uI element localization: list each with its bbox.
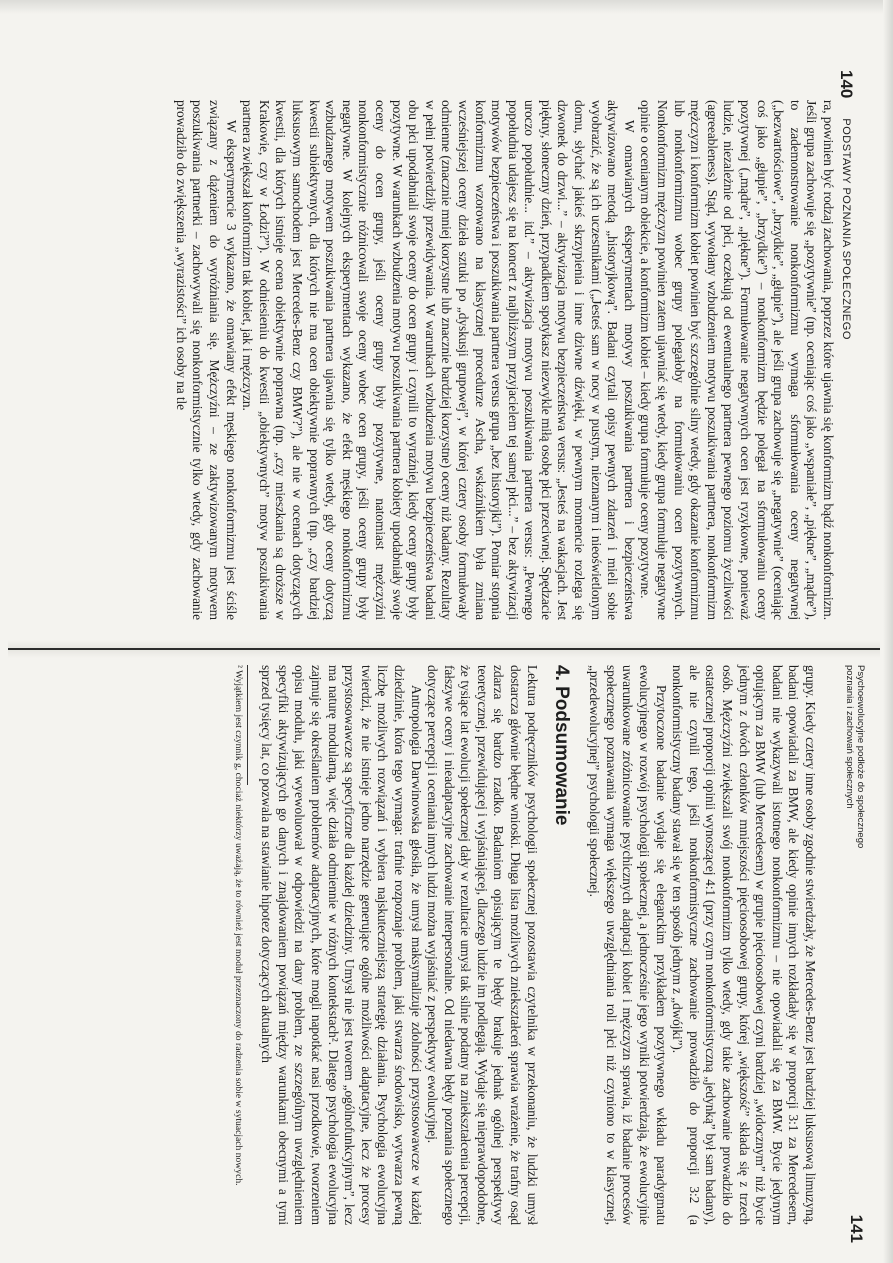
footnote-rule	[247, 665, 248, 785]
footnote: ² Wyjątkiem jest czynnik g, chociaż niektórzy uważają, że to również jest moduł przeznaczony do radzenia sobie w sytuacjach nowych.	[232, 665, 244, 1186]
section-heading: 4. Podsumowanie	[550, 665, 572, 826]
paragraph: Lektura podręczników psychologii społecznej pozostawia czytelnika w przekonaniu, że ludzki umysł dostarcza głównie błędne wnioski. Długa lista możliwych zniekształceń sprawia wrażenie, że trafny osąd zdarza się bardzo rzadko. Badaniom opisującym te błędy brakuje jednak ogólnej perspektywy teoretycznej, przewidującej i wyjaśniającej, dlaczego ludzie im podlegają. Wydaje się nieprawdopodobne, że tysiące lat ewolucji społecznej dały w rezultacie umysł tak silnie podatny na zniekształcenia percepcji, fałszywe oceny i nieadaptacyjne zachowanie interpersonalne. Od niedawna błędy poznania społecznego dotyczące percepcji i oceniania innych ludzi można wyjaśniać z perspektywy ewolucyjnej.	[425, 665, 540, 1225]
paragraph: grupy. Kiedy cztery inne osoby zgodnie stwierdzały, że Mercedes-Benz jest bardziej luksusową limuzyną, badani opowiadali za BMW, ale kiedy opinie innych rozkładały się w proporcji 3:1 za Mercedesem, badani nie wykazywali istotnego nonkonformizmu – nie opowiadali się za BMW. Bycie jedynym optującym za BMW (lub Mercedesem) w grupie pięcioosobowej czyni bardziej „widocznym” niż bycie jednym z dwóch członków mniejszości pięcioosobowej grupy, której „większość” składa się z trzech osób. Mężczyźni zwiększali swój nonkonformizm tylko wtedy, gdy takie zachowanie prowadziło do ostatecznej proporcji opinii wynoszącej 4:1 (przy czym nonkonformistyczną „jedynką” był sam badany), ale nie czynili tego, jeśli nonkonformistyczne zachowanie prowadziło do proporcji 3:2 (a nonkonformistyczny badany stawał się w ten sposób jednym z „dwójki”).	[670, 665, 818, 1225]
right-page-body	[232, 665, 818, 1225]
running-head: PODSTAWY POZNANIA SPOŁECZNEGO	[840, 118, 852, 340]
page-divider	[8, 648, 880, 650]
page-number: 141	[847, 1214, 866, 1243]
running-head-line: Psychoewolucyjne podłoże do społecznego	[855, 665, 866, 849]
paragraph: W omawianych eksperymentach motywy poszukiwania partnera i bezpieczeństwa aktywizowano metodą „historyjkową”. Badani czytali opisy pewnych zdarzeń i mieli sobie wyobrazić, że są ich uczestnikami („Jesteś sam w nocy w pustym, nieznanym i nieoświetlonym domu, słychać jakieś skrzypienia i inne dziwne dźwięki, w pewnym momencie rozlega się dzwonek do drzwi...” – aktywizacja motywu bezpieczeństwa versus: „Jesteś na wakacjach. Jest piękny, słoneczny dzień, przypadkiem spotykasz niezwykle miłą osobę płci przeciwnej. Spędzacie uroczo popołudnie... itd.” – aktywizacja motywu poszukiwania partnera versus: „Pewnego popołudnia udajesz się na koncert z najbliższym przyjacielem tej samej płci...” – bez aktywizacji motywów bezpieczeństwa i poszukiwania partnera versus grupa „bez historyjki”). Pomiar stopnia konformizmu wzorowano na klasycznej procedurze Ascha, wskaźnikiem była zmiana wcześniejszej oceny dzieła sztuki po „dyskusji grupowej”, w której cztery osoby formułowały odmienne (znacznie mniej korzystne lub znacznie bardziej korzystne) oceny niż badany. Rezultaty w pełni potwierdziły przewidywania. W warunkach wzbudzenia motywu bezpieczeństwa badani obu płci upodabniali swoje oceny do ocen grupy i czynili to wyraźniej, kiedy oceny grupy były pozytywne. W warunkach wzbudzenia motywu poszukiwania partnera kobiety upodabniały swoje oceny do ocen grupy, jeśli oceny grupy były pozytywne, natomiast mężczyźni nonkonformistycznie różnicowali swoje oceny wobec ocen grupy, jeśli oceny grupy były negatywne. W kolejnych eksperymentach wykazano, że efekt męskiego nonkonformizmu wzbudzanego motywem poszukiwania partnera ujawnia się tylko wtedy, gdy oceny dotyczą kwestii subiektywnych, dla których nie ma ocen obiektywnie poprawnych (np. „czy bardziej luksusowym samochodem jest Mercedes-Benz czy BMW?”), ale nie w ocenach dotyczących kwestii, dla których istnieje ocena obiektywnie poprawna (np. „czy mieszkania są droższe w Krakowie, czy w Łodzi?”). W odniesieniu do kwestii „obiektywnych” motyw poszukiwania partnera zwiększał konformizm tak kobiet, jak i mężczyzn.	[240, 100, 637, 620]
right-page-header	[844, 665, 866, 1243]
paragraph: W eksperymencie 3 wykazano, że omawiany efekt męskiego nonkonformizmu jest ściśle związany z dążeniem do wyróżniania się. Mężczyźni – ze zaktywizowanym motywem poszukiwania partnerki – zachowywali się nonkonformistycznie tylko wtedy, gdy zachowanie prowadziło do zwiększenia „wyrazistości” ich osoby na tle	[173, 100, 239, 620]
running-head-line: poznania i zachowań społecznych	[844, 665, 855, 809]
right-page	[0, 655, 893, 1263]
paragraph: Przytoczone badanie wydaje się eleganckim przykładem pozytywnego wkładu paradygmatu ewolucyjnego w rozwój psychologii społecznej, a jednocześnie jego wyniki potwierdzają, że ewolucyjnie uwarunkowane zróżnicowanie psychicznych adaptacji kobiet i mężczyzn sprawia, iż badanie procesów społecznego poznawania wymaga większego uwzględniania roli płci niż czyniono to w klasycznej, „przedewolucyjnej” psychologii społecznej.	[587, 665, 669, 1225]
paragraph: Antropologia Darwinowska głosiła, że umysł maksymalizuje zdolności przystosowawcze w każdej dziedzinie, która tego wymaga: trafnie rozpoznaje problem, jaki stwarza środowisko, wytwarza pewną liczbę możliwych rozwiązań i wybiera najskuteczniejszą strategię działania. Psychologia ewolucyjna twierdzi, że nie istnieje jedno narzędzie generujące ogólne możliwości adaptacyjne, lecz że procesy przystosowawcze są specyficzne dla każdej dziedziny. Umysł nie jest tworem „ogólnofunkcyjnym”, lecz ma naturę modularną, więc działa odmiennie w różnych kontekstach². Dlatego psychologia ewolucyjna zajmuje się określaniem problemów adaptacyjnych, które mogli napotkać nasi przodkowie, tworzeniem opisu modułu, jaki wyewoluował w odpowiedzi na dany problem, ze szczególnym uwzględnieniem specyfiki aktywizujących go danych i znajdowaniem powiązań między warunkami obecnymi a tymi sprzed tysięcy lat, co pozwala na stawianie hipotez dotyczących aktualnych	[259, 665, 424, 1225]
running-head	[844, 665, 866, 1105]
page-number: 140	[837, 70, 856, 99]
left-page-body	[172, 100, 836, 620]
left-page-header	[836, 70, 856, 650]
paragraph: ra, powinien być rodzaj zachowania, poprzez które ujawnia się konformizm bądź nonkonformizm. Jeśli grupa zachowuje się „pozytywnie” (np. oceniając coś jako „wspaniałe”, „piękne”, „mądre”), to zademonstrowanie nonkonformizmu wymaga sformułowania oceny negatywnej („bezwartościowe”, „brzydkie”, „głupie”), ale jeśli grupa zachowuje się „negatywnie” (oceniając coś jako „głupie”, „brzydkie”) – nonkonformizm będzie polegał na sformułowaniu oceny pozytywnej („mądre”, „piękne”). Formułowanie negatywnych ocen jest ryzykowne, ponieważ ludzie, niezależnie od płci, oczekują od ewentualnego partnera pewnego poziomu życzliwości (agreeableness). Stąd, wywołany wzbudzeniem motywu poszukiwania partnera, nonkonformizm mężczyzn i konformizm kobiet powinien być szczególnie silny wtedy, gdy okazanie konformizmu lub nonkonformizmu wobec grupy polegałoby na formułowaniu ocen pozytywnych. Nonkonformizm mężczyzn powinien zatem ujawniać się wtedy, kiedy grupa formułuje negatywne opinie o ocenianym obiekcie, a konformizm kobiet – kiedy grupa formułuje oceny pozytywne.	[638, 100, 836, 620]
